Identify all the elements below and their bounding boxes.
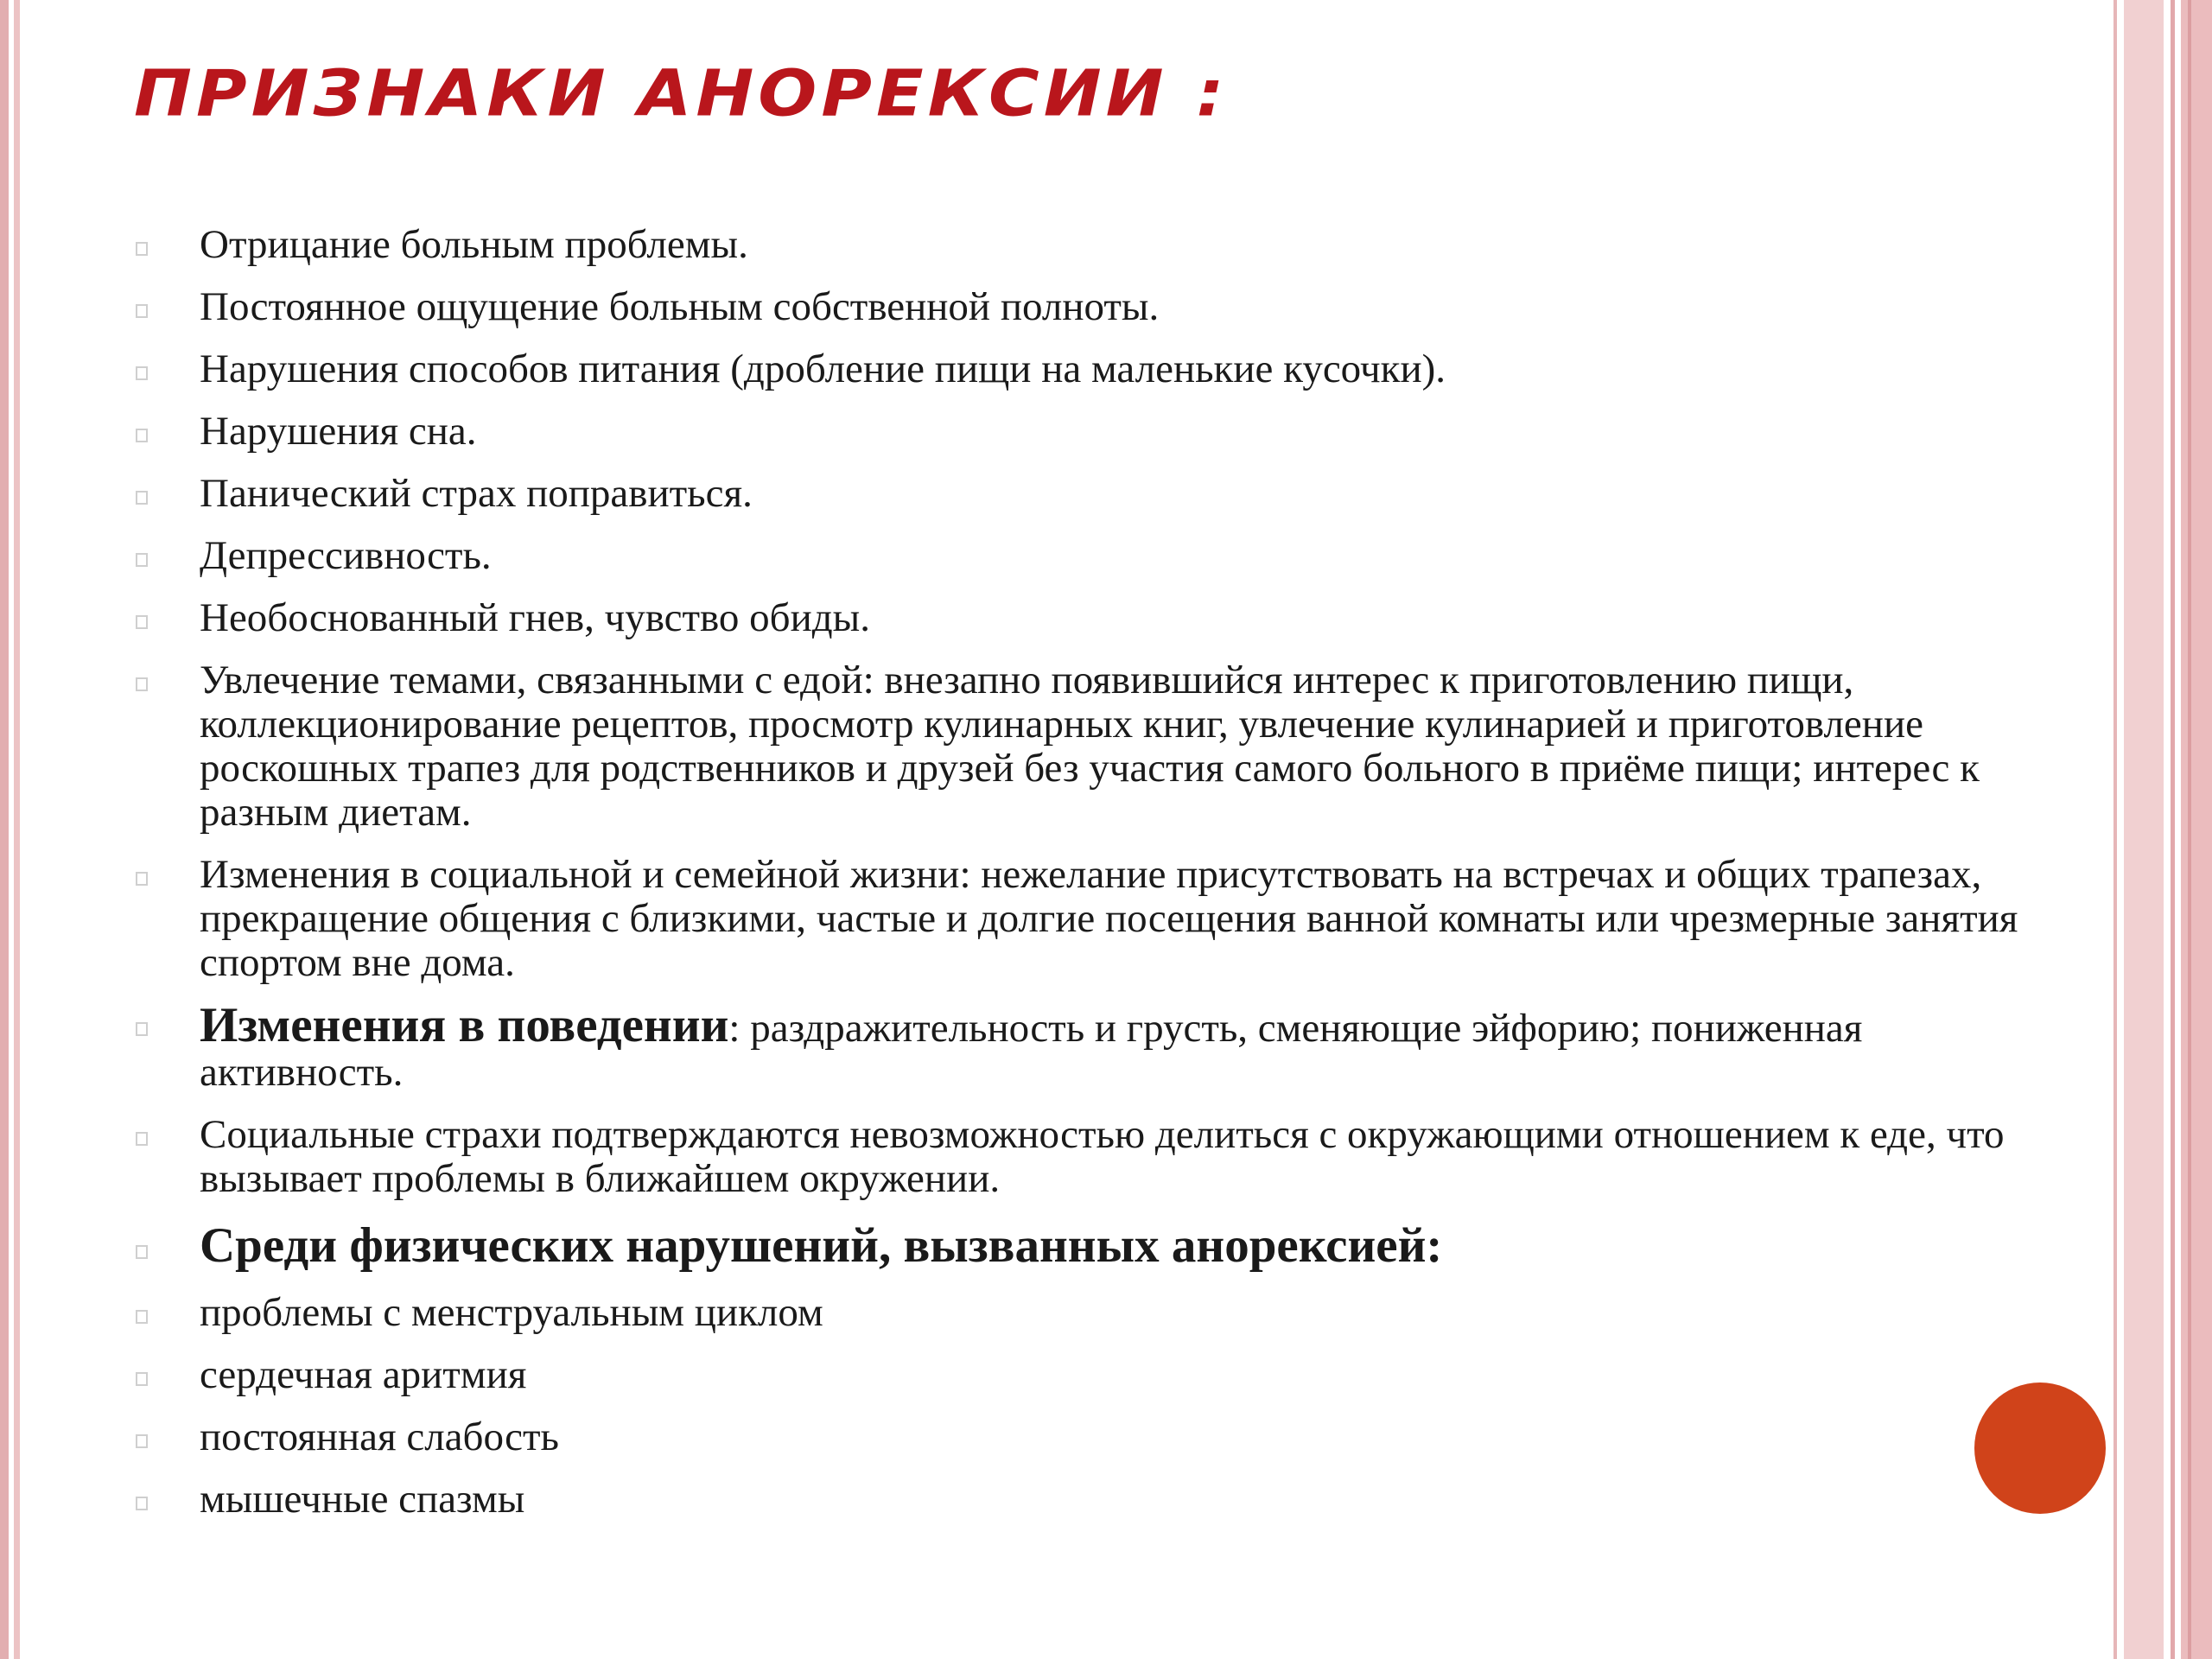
right-border-band — [2124, 0, 2164, 1659]
list-item-text: Необоснованный гнев, чувство обиды. — [200, 595, 870, 640]
list-item — [134, 1353, 2061, 1397]
list-item-text: : раздражительность и грусть, сменяющие эйфорию; пониженная активность. — [200, 1006, 1863, 1095]
list-item-text: Изменения в социальной и семейной жизни: нежелание присутствовать на встречах и общих трапезах, прекращение общения с близкими, частые и долгие посещения ванной комнаты или чрезмерные занятия спортом вне дома. — [200, 852, 2018, 985]
square-bullet-icon — [136, 366, 148, 380]
list-item — [134, 1478, 2061, 1522]
list-item-text: проблемы с менструальным циклом — [200, 1290, 823, 1335]
square-bullet-icon — [136, 242, 148, 256]
list-item-text: Социальные страхи подтверждаются невозможностью делиться с окружающими отношением к еде, что вызывает проблемы в ближайшем окружении. — [200, 1112, 2005, 1201]
square-bullet-icon — [136, 615, 148, 629]
left-border-stripe-inner — [14, 0, 20, 1659]
square-bullet-icon — [136, 1497, 148, 1510]
list-item-text: Постоянное ощущение больным собственной полноты. — [200, 284, 1160, 329]
list-item — [134, 534, 2061, 578]
list-item — [134, 1415, 2061, 1459]
symptoms-list — [134, 223, 2061, 1540]
decorative-circle — [1974, 1382, 2106, 1514]
list-item-emphasis: Изменения в поведении — [200, 998, 729, 1052]
left-border-stripe — [0, 0, 9, 1659]
list-item — [134, 596, 2061, 640]
list-item — [134, 223, 2061, 267]
square-bullet-icon — [136, 1434, 148, 1448]
square-bullet-icon — [136, 553, 148, 567]
list-item-text: Депрессивность. — [200, 533, 492, 578]
list-item-text: сердечная аритмия — [200, 1352, 527, 1397]
square-bullet-icon — [136, 1022, 148, 1036]
list-item — [134, 853, 2061, 985]
list-item-text: Нарушения способов питания (дробление пищи на маленькие кусочки). — [200, 346, 1446, 391]
list-item — [134, 1291, 2061, 1335]
right-border-stripe — [2171, 0, 2175, 1659]
slide-title: ПРИЗНАКИ АНОРЕКСИИ : — [134, 56, 1229, 131]
list-item — [134, 998, 2061, 1095]
list-item — [134, 347, 2061, 391]
list-subheading — [134, 1219, 2061, 1273]
list-item-text: постоянная слабость — [200, 1414, 559, 1459]
square-bullet-icon — [136, 304, 148, 318]
list-item — [134, 410, 2061, 454]
list-item-text: Нарушения сна. — [200, 409, 477, 454]
right-border-stripe — [2113, 0, 2117, 1659]
list-item — [134, 285, 2061, 329]
list-item-text: Увлечение темами, связанными с едой: внезапно появившийся интерес к приготовлению пищи, коллекционирование рецептов, просмотр кулинарных книг, увлечение кулинарией и приготовление роскошных трапез для родственников и друзей без участия самого больного в приёме пищи; интерес к разным диетам. — [200, 658, 1980, 835]
square-bullet-icon — [136, 872, 148, 886]
square-bullet-icon — [136, 1310, 148, 1324]
square-bullet-icon — [136, 429, 148, 442]
list-subheading-text: Среди физических нарушений, вызванных анорексией: — [200, 1218, 1443, 1273]
list-item — [134, 1113, 2061, 1201]
list-item — [134, 658, 2061, 835]
right-border-stripe — [2188, 0, 2191, 1659]
list-item-text: Панический страх поправиться. — [200, 471, 753, 516]
square-bullet-icon — [136, 1372, 148, 1386]
list-item — [134, 472, 2061, 516]
list-item-text: Отрицание больным проблемы. — [200, 222, 748, 267]
square-bullet-icon — [136, 491, 148, 505]
right-border-band — [2181, 0, 2212, 1659]
square-bullet-icon — [136, 677, 148, 691]
square-bullet-icon — [136, 1132, 148, 1146]
list-item-text: мышечные спазмы — [200, 1477, 525, 1522]
square-bullet-icon — [136, 1245, 148, 1259]
